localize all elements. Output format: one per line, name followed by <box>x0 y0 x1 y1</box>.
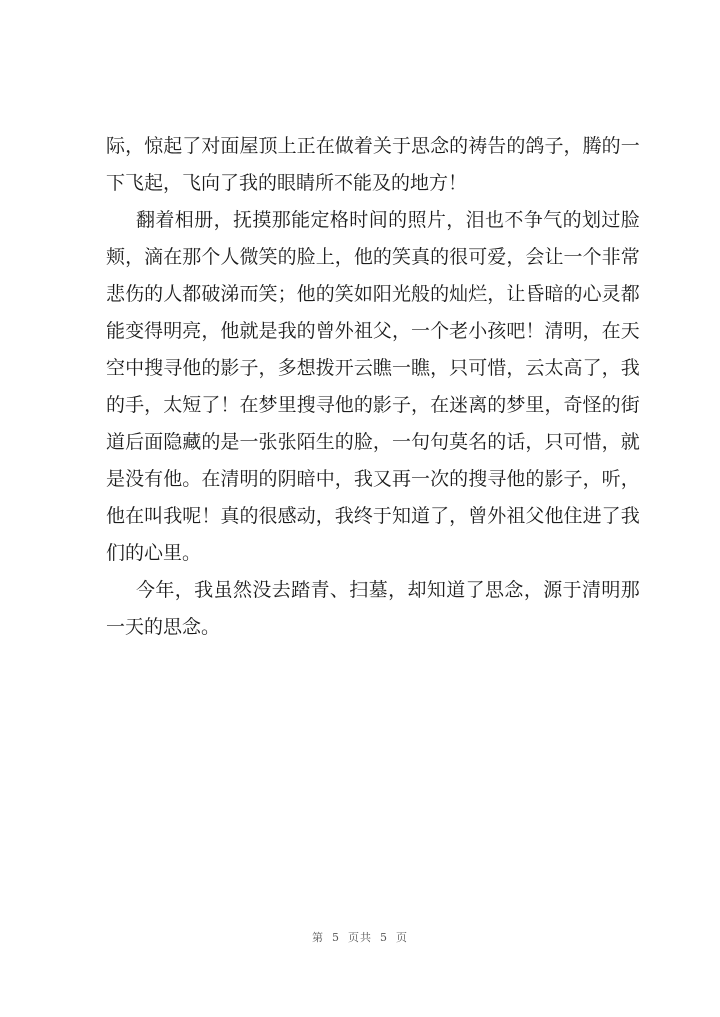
current-page-number: 5 <box>332 931 340 944</box>
text-line: 际 ， 惊 起 了 对 面 屋 顶 上 正 在 做 着 关 于 思 念 的 祷 告 的 鸽 子 ， 腾 的 一 <box>106 135 640 157</box>
text-line: 翻 着 相 册 ， 抚 摸 那 能 定 格 时 间 的 照 片 ， 泪 也 不 争 气 的 划 过 脸 <box>136 209 640 231</box>
text-line: 今 年 ， 我 虽 然 没 去 踏 青 、 扫 墓 ， 却 知 道 了 思 念 ， 源 于 清 明 那 <box>136 579 640 601</box>
text-line: 悲 伤 的 人 都 破 涕 而 笑 ； 他 的 笑 如 阳 光 般 的 灿 烂 ， 让 昏 暗 的 心 灵 都 <box>106 283 640 305</box>
text-line: 颊 ， 滴 在 那 个 人 微 笑 的 脸 上 ， 他 的 笑 真 的 很 可 爱 ， 会 让 一 个 非 常 <box>106 246 640 268</box>
total-page-count: 5 <box>380 931 388 944</box>
text-line: 一天的思念。 <box>106 616 221 638</box>
page-footer <box>0 929 720 945</box>
footer-middle: 页共 <box>348 931 372 944</box>
text-line: 们的心里。 <box>106 542 202 564</box>
footer-prefix: 第 <box>312 931 324 944</box>
text-line: 空 中 搜 寻 他 的 影 子 ， 多 想 拨 开 云 瞧 一 瞧 ， 只 可 惜 ， 云 太 高 了 ， 我 <box>106 357 640 379</box>
footer-suffix: 页 <box>396 931 408 944</box>
text-line: 他 在 叫 我 呢 ！ 真 的 很 感 动 ， 我 终 于 知 道 了 ， 曾 外 祖 父 他 住 进 了 我 <box>106 505 640 527</box>
text-line: 的 手 ， 太 短 了 ！ 在 梦 里 搜 寻 他 的 影 子 ， 在 迷 离 的 梦 里 ， 奇 怪 的 街 <box>106 394 640 416</box>
body-text <box>106 128 640 646</box>
text-line: 下飞起，飞向了我的眼睛所不能及的地方！ <box>106 172 468 194</box>
text-line: 是 没 有 他 。 在 清 明 的 阴 暗 中 ， 我 又 再 一 次 的 搜 寻 他 的 影 子 ， 听 ， <box>106 468 640 490</box>
text-line: 能 变 得 明 亮 ， 他 就 是 我 的 曾 外 祖 父 ， 一 个 老 小 孩 吧 ！ 清 明 ， 在 天 <box>106 320 640 342</box>
text-line: 道 后 面 隐 藏 的 是 一 张 张 陌 生 的 脸 ， 一 句 句 莫 名 的 话 ， 只 可 惜 ， 就 <box>106 431 640 453</box>
